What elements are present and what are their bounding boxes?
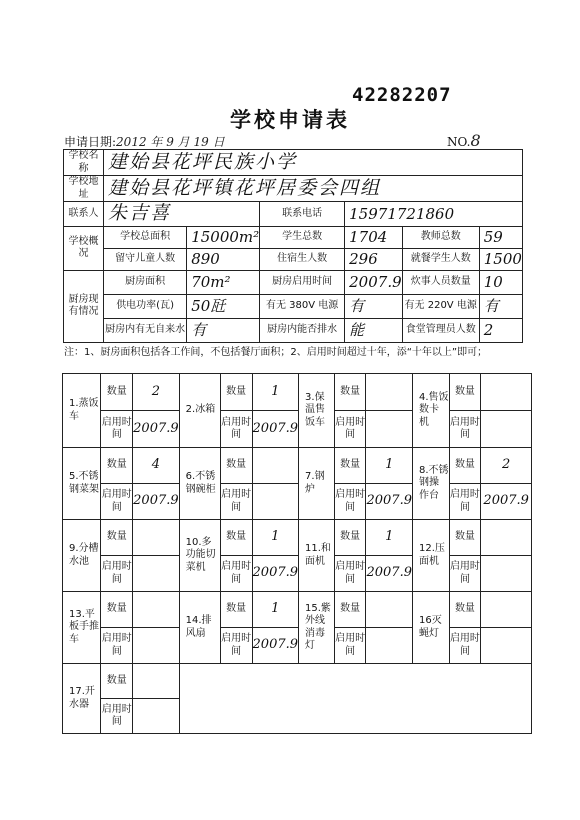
time-label: 启用时间 bbox=[334, 484, 366, 520]
contact-label: 联系人 bbox=[64, 202, 104, 227]
left-behind-label: 留守儿童人数 bbox=[103, 248, 186, 270]
time-label: 启用时间 bbox=[334, 628, 366, 664]
students-label: 学生总数 bbox=[260, 226, 345, 248]
time-label: 启用时间 bbox=[101, 411, 133, 448]
students-value: 1704 bbox=[345, 226, 403, 248]
area-label: 学校总面积 bbox=[103, 226, 186, 248]
date-value: 2012 年 9 月 19 日 bbox=[116, 135, 225, 149]
qty-label: 数量 bbox=[220, 448, 252, 484]
qty-label: 数量 bbox=[449, 448, 481, 484]
time-label: 启用时间 bbox=[220, 556, 252, 592]
equipment-name: 7.钢炉 bbox=[299, 448, 335, 520]
date-label: 申请日期: bbox=[64, 135, 117, 149]
qty-label: 数量 bbox=[101, 374, 133, 411]
equipment-name: 3.保温售饭车 bbox=[299, 374, 335, 448]
overview-label: 学校概况 bbox=[64, 226, 104, 270]
equipment-name: 13.平板手推车 bbox=[63, 592, 101, 664]
time-value bbox=[481, 628, 532, 664]
phone-value: 15971721860 bbox=[345, 202, 523, 227]
time-value bbox=[133, 628, 180, 664]
time-label: 启用时间 bbox=[101, 628, 133, 664]
address-value: 建始县花坪镇花坪居委会四组 bbox=[103, 176, 522, 202]
time-value: 2007.9 bbox=[252, 628, 299, 664]
qty-value bbox=[481, 374, 532, 411]
v380-label: 有无 380V 电源 bbox=[260, 294, 345, 318]
equipment-name: 12.压面机 bbox=[412, 520, 449, 592]
time-value: 2007.9 bbox=[252, 411, 299, 448]
qty-label: 数量 bbox=[101, 448, 133, 484]
kitchen-time-value: 2007.9 bbox=[345, 270, 403, 294]
qty-label: 数量 bbox=[220, 374, 252, 411]
time-value: 2007.9 bbox=[481, 484, 532, 520]
time-value: 2007.9 bbox=[133, 484, 180, 520]
kitchen-area-label: 厨房面积 bbox=[103, 270, 186, 294]
time-label: 启用时间 bbox=[101, 699, 133, 734]
time-label: 启用时间 bbox=[101, 556, 133, 592]
qty-label: 数量 bbox=[101, 664, 133, 699]
qty-value: 1 bbox=[252, 520, 299, 556]
qty-value: 1 bbox=[252, 592, 299, 628]
time-value bbox=[366, 411, 413, 448]
contact-value: 朱吉喜 bbox=[103, 202, 259, 227]
qty-value: 1 bbox=[366, 448, 413, 484]
dining-label: 就餐学生人数 bbox=[402, 248, 479, 270]
dining-value: 1500 bbox=[479, 248, 522, 270]
power-value: 50瓩 bbox=[187, 294, 260, 318]
time-value: 2007.9 bbox=[366, 556, 413, 592]
equipment-name: 16灭蝇灯 bbox=[412, 592, 449, 664]
time-value bbox=[366, 628, 413, 664]
time-value: 2007.9 bbox=[133, 411, 180, 448]
school-name-value: 建始县花坪民族小学 bbox=[103, 150, 522, 176]
no-value: 8 bbox=[470, 131, 481, 150]
teachers-value: 59 bbox=[479, 226, 522, 248]
qty-value bbox=[366, 592, 413, 628]
qty-value: 2 bbox=[481, 448, 532, 484]
equipment-name: 10.多功能切菜机 bbox=[179, 520, 220, 592]
qty-label: 数量 bbox=[101, 592, 133, 628]
qty-value bbox=[133, 592, 180, 628]
time-label: 启用时间 bbox=[220, 411, 252, 448]
v220-value: 有 bbox=[479, 294, 522, 318]
managers-label: 食堂管理员人数 bbox=[402, 318, 479, 342]
cooks-value: 10 bbox=[479, 270, 522, 294]
no-label: NO. bbox=[447, 135, 471, 149]
time-label: 启用时间 bbox=[220, 484, 252, 520]
qty-label: 数量 bbox=[334, 374, 366, 411]
qty-value bbox=[133, 664, 180, 699]
kitchen-label: 厨房现有情况 bbox=[64, 270, 104, 342]
qty-value: 1 bbox=[366, 520, 413, 556]
time-value bbox=[133, 556, 180, 592]
qty-value bbox=[252, 448, 299, 484]
phone-label: 联系电话 bbox=[260, 202, 345, 227]
managers-value: 2 bbox=[479, 318, 522, 342]
time-value bbox=[133, 699, 180, 734]
kitchen-time-label: 厨房启用时间 bbox=[260, 270, 345, 294]
qty-value bbox=[133, 520, 180, 556]
serial-number: 42282207 bbox=[352, 84, 452, 106]
qty-label: 数量 bbox=[449, 520, 481, 556]
equipment-name: 9.分槽水池 bbox=[63, 520, 101, 592]
form-number bbox=[447, 131, 481, 150]
qty-value bbox=[481, 592, 532, 628]
time-label: 启用时间 bbox=[334, 556, 366, 592]
time-value bbox=[252, 484, 299, 520]
qty-value: 2 bbox=[133, 374, 180, 411]
left-behind-value: 890 bbox=[187, 248, 260, 270]
qty-label: 数量 bbox=[220, 520, 252, 556]
boarding-label: 住宿生人数 bbox=[260, 248, 345, 270]
school-name-label: 学校名称 bbox=[64, 150, 104, 176]
equipment-name: 17.开水器 bbox=[63, 664, 101, 734]
qty-value: 1 bbox=[252, 374, 299, 411]
time-value: 2007.9 bbox=[252, 556, 299, 592]
water-label: 厨房内有无自来水 bbox=[103, 318, 186, 342]
time-label: 启用时间 bbox=[449, 628, 481, 664]
time-label: 启用时间 bbox=[449, 411, 481, 448]
qty-label: 数量 bbox=[334, 520, 366, 556]
v220-label: 有无 220V 电源 bbox=[402, 294, 479, 318]
water-value: 有 bbox=[187, 318, 260, 342]
drain-value: 能 bbox=[345, 318, 403, 342]
equipment-name: 4.售饭数卡机 bbox=[412, 374, 449, 448]
equipment-name: 15.紫外线消毒灯 bbox=[299, 592, 335, 664]
equipment-name: 6.不锈钢碗柜 bbox=[179, 448, 220, 520]
drain-label: 厨房内能否排水 bbox=[260, 318, 345, 342]
time-label: 启用时间 bbox=[334, 411, 366, 448]
qty-label: 数量 bbox=[334, 448, 366, 484]
qty-value bbox=[481, 520, 532, 556]
equipment-name: 5.不锈钢菜架 bbox=[63, 448, 101, 520]
form-note: 注：1、厨房面积包括各工作间，不包括餐厅面积；2、启用时间超过十年，添“十年以上”即可； bbox=[64, 347, 488, 358]
qty-value bbox=[366, 374, 413, 411]
time-value: 2007.9 bbox=[366, 484, 413, 520]
qty-label: 数量 bbox=[101, 520, 133, 556]
qty-label: 数量 bbox=[220, 592, 252, 628]
equipment-name: 14.排风扇 bbox=[179, 592, 220, 664]
qty-label: 数量 bbox=[449, 592, 481, 628]
power-label: 供电功率(瓦) bbox=[103, 294, 186, 318]
qty-label: 数量 bbox=[449, 374, 481, 411]
qty-label: 数量 bbox=[334, 592, 366, 628]
v380-value: 有 bbox=[345, 294, 403, 318]
equipment-name: 11.和面机 bbox=[299, 520, 335, 592]
school-info-table bbox=[63, 149, 523, 343]
time-label: 启用时间 bbox=[101, 484, 133, 520]
teachers-label: 教师总数 bbox=[402, 226, 479, 248]
qty-value: 4 bbox=[133, 448, 180, 484]
equipment-name: 1.蒸饭车 bbox=[63, 374, 101, 448]
equipment-name: 2.冰箱 bbox=[179, 374, 220, 448]
cooks-label: 炊事人员数量 bbox=[402, 270, 479, 294]
time-label: 启用时间 bbox=[449, 556, 481, 592]
form-title: 学校申请表 bbox=[230, 107, 350, 132]
application-date bbox=[64, 133, 225, 150]
equipment-table bbox=[62, 373, 532, 734]
time-label: 启用时间 bbox=[449, 484, 481, 520]
area-value: 15000m² bbox=[187, 226, 260, 248]
time-value bbox=[481, 556, 532, 592]
kitchen-area-value: 70m² bbox=[187, 270, 260, 294]
boarding-value: 296 bbox=[345, 248, 403, 270]
equipment-name: 8.不锈钢操作台 bbox=[412, 448, 449, 520]
time-label: 启用时间 bbox=[220, 628, 252, 664]
address-label: 学校地址 bbox=[64, 176, 104, 202]
time-value bbox=[481, 411, 532, 448]
blank-cell bbox=[179, 664, 531, 734]
